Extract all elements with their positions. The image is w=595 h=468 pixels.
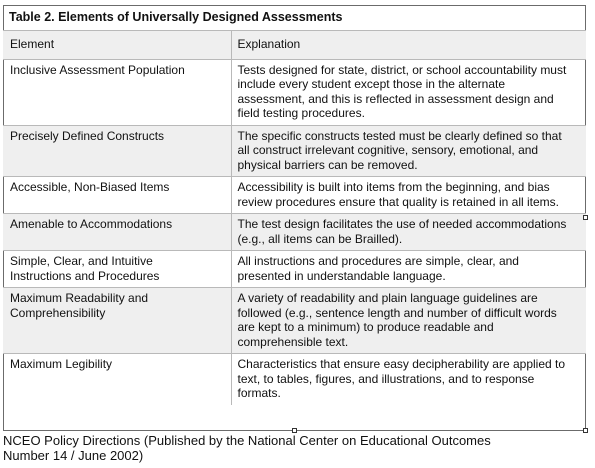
caption-line: Number 14 / June 2002) [3,448,144,463]
table-row [3,354,586,405]
column-header-explanation: Explanation [231,31,586,60]
caption-line: NCEO Policy Directions (Published by the National Center on Educational Outcomes [3,433,491,448]
element-text-line: Precisely Defined Constructs [10,128,165,143]
explanation-text-line: are kept to a minimum) to produce readable and [237,320,494,334]
column-header-element: Element [3,31,231,60]
element-cell [3,354,231,405]
element-text-line: Instructions and Procedures [10,268,160,283]
element-text-line: Inclusive Assessment Population [10,62,185,77]
resize-handle-bottom-right[interactable] [583,428,588,433]
element-text-line: Maximum Readability and [10,291,149,305]
table-row [3,177,586,214]
table-row [3,59,586,125]
element-cell [3,251,231,288]
element-text-line: Comprehensibility [10,305,106,320]
explanation-text-line: (e.g., all items can be Brailled). [237,231,403,246]
element-text-line: Maximum Legibility [10,357,113,371]
explanation-cell [231,177,586,214]
explanation-cell [231,125,586,177]
explanation-text-line: Tests designed for state, district, or school accountability must [237,62,567,77]
explanation-cell [231,354,586,405]
table-title: Table 2. Elements of Universally Designed Assessments [9,10,343,24]
element-text-line: Simple, Clear, and Intuitive [10,254,153,268]
explanation-text-line: Characteristics that ensure easy decipherability are applied to [237,357,566,371]
table-row [3,214,586,251]
explanation-cell [231,59,586,125]
element-cell [3,177,231,214]
explanation-cell [231,251,586,288]
explanation-text-line: assessment, and this is reflected in assessment design and [237,91,554,106]
table-row [3,125,586,177]
explanation-text-line: followed (e.g., sentence length and number of difficult words [237,305,557,320]
explanation-text-line: text, to tables, figures, and illustrations, and to response [237,371,535,386]
table-row [3,288,586,354]
element-cell [3,214,231,251]
explanation-text-line: comprehensible text. [237,334,349,349]
assessment-elements-table [3,30,586,405]
element-text-line: Amenable to Accommodations [10,217,173,231]
source-caption [3,433,491,463]
explanation-text-line: include every student except those in the alternate [237,77,506,91]
element-text-line: Accessible, Non-Biased Items [10,180,170,194]
explanation-cell [231,214,586,251]
explanation-text-line: all construct irrelevant cognitive, sensory, emotional, and [237,143,539,157]
explanation-text-line: physical barriers can be removed. [237,157,418,172]
explanation-cell [231,288,586,354]
table-header-row [3,31,586,60]
explanation-text-line: All instructions and procedures are simple, clear, and [237,254,519,268]
explanation-text-line: presented in understandable language. [237,268,446,283]
explanation-text-line: formats. [237,386,281,400]
explanation-text-line: The test design facilitates the use of needed accommodations [237,217,567,231]
element-cell [3,288,231,354]
explanation-text-line: Accessibility is built into items from the beginning, and bias [237,180,550,194]
resize-handle-right[interactable] [583,215,588,220]
explanation-text-line: A variety of readability and plain language guidelines are [237,291,538,305]
explanation-text-line: review procedures ensure that quality is retained in all items. [237,194,559,209]
table-row [3,251,586,288]
element-cell [3,125,231,177]
explanation-text-line: The specific constructs tested must be clearly defined so that [237,128,562,143]
explanation-text-line: field testing procedures. [237,106,365,120]
element-cell [3,59,231,125]
